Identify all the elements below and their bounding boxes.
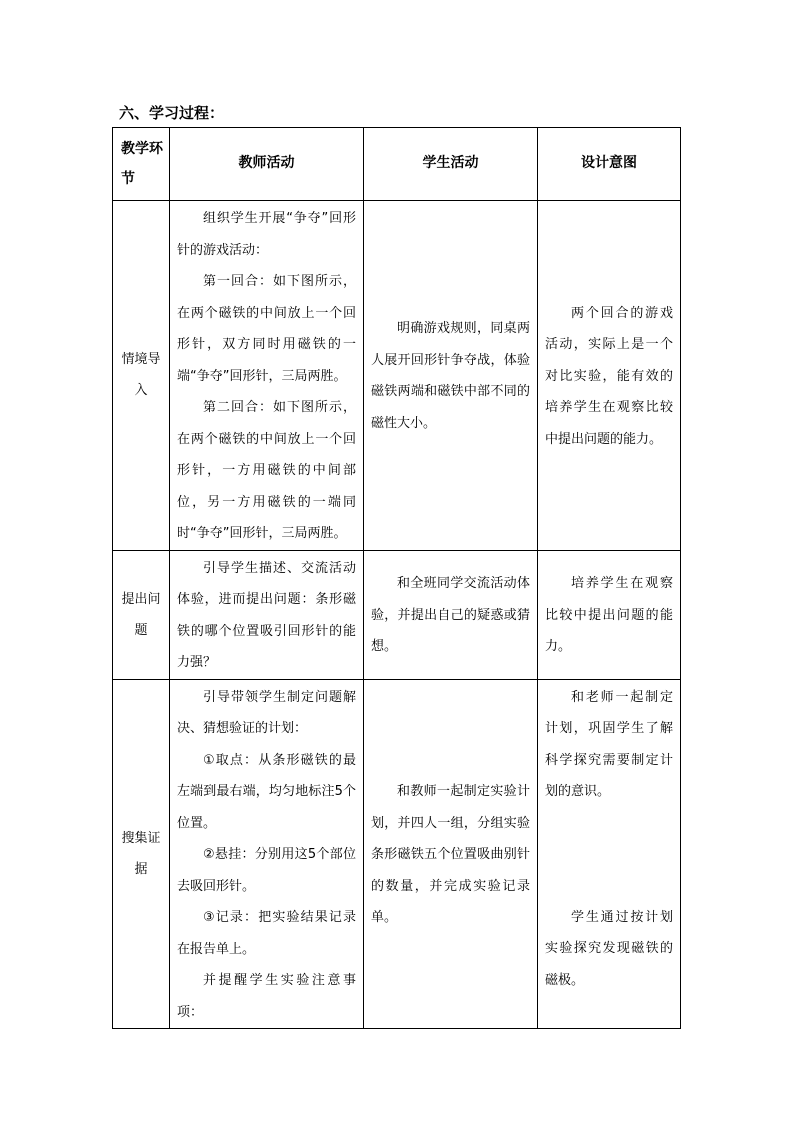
teacher-paragraph: 组织学生开展“争夺”回形针的游戏活动： bbox=[177, 211, 356, 258]
intent-paragraph: 学生通过按计划实验探究发现磁铁的磁极。 bbox=[545, 909, 673, 988]
header-design-intent: 设计意图 bbox=[538, 128, 681, 201]
intent-paragraph: 和老师一起制定计划，巩固学生了解科学探究需要制定计划的意识。 bbox=[545, 689, 673, 799]
teacher-paragraph: ②悬挂：分别用这5个部位去吸回形针。 bbox=[177, 847, 356, 894]
header-student-activity: 学生活动 bbox=[364, 128, 538, 201]
design-intent-cell bbox=[538, 550, 681, 679]
section-title: 六、学习过程： bbox=[119, 104, 225, 122]
table-row bbox=[113, 679, 681, 1029]
table-header-row bbox=[113, 128, 681, 201]
phase-cell: 情境导入 bbox=[113, 201, 170, 551]
phase-cell: 提出问题 bbox=[113, 550, 170, 679]
phase-cell: 搜集证据 bbox=[113, 679, 170, 1029]
teacher-paragraph: 引导带领学生制定问题解决、猜想验证的计划： bbox=[177, 689, 356, 736]
table-row bbox=[113, 550, 681, 679]
design-intent-cell bbox=[538, 201, 681, 551]
teacher-paragraph: ③记录：把实验结果记录在报告单上。 bbox=[177, 910, 356, 957]
intent-paragraph: 两个回合的游戏活动，实际上是一个对比实验，能有效的培养学生在观察比较中提出问题的能力。 bbox=[545, 305, 673, 447]
teacher-activity-cell bbox=[170, 201, 364, 551]
student-activity-cell bbox=[364, 201, 538, 551]
student-activity-cell bbox=[364, 550, 538, 679]
student-paragraph: 和全班同学交流活动体验，并提出自己的疑惑或猜想。 bbox=[371, 576, 530, 655]
teacher-activity-cell bbox=[170, 679, 364, 1029]
teacher-activity-cell bbox=[170, 550, 364, 679]
learning-process-table bbox=[112, 127, 681, 1029]
teacher-paragraph: 第二回合：如下图所示，在两个磁铁的中间放上一个回形针，一方用磁铁的中间部位，另一方用磁铁的一端同时“争夺”回形针，三局两胜。 bbox=[177, 400, 356, 541]
teacher-paragraph: ①取点：从条形磁铁的最左端到最右端，均匀地标注5个位置。 bbox=[177, 752, 356, 831]
header-teacher-activity: 教师活动 bbox=[170, 128, 364, 201]
intent-paragraph: 培养学生在观察比较中提出问题的能力。 bbox=[545, 576, 673, 655]
header-phase: 教学环节 bbox=[113, 128, 170, 201]
student-activity-cell bbox=[364, 679, 538, 1029]
teacher-paragraph: 引导学生描述、交流活动体验，进而提出问题：条形磁铁的哪个位置吸引回形针的能力强？ bbox=[177, 560, 356, 670]
teacher-paragraph: 第一回合：如下图所示，在两个磁铁的中间放上一个回形针，双方同时用磁铁的一端“争夺”回形针，三局两胜。 bbox=[177, 274, 356, 384]
teacher-paragraph: 并提醒学生实验注意事项： bbox=[177, 973, 356, 1020]
design-intent-cell bbox=[538, 679, 681, 1029]
student-paragraph: 和教师一起制定实验计划，并四人一组，分组实验条形磁铁五个位置吸曲别针的数量，并完成实验记录单。 bbox=[371, 784, 530, 925]
table-row bbox=[113, 201, 681, 551]
student-paragraph: 明确游戏规则，同桌两人展开回形针争夺战，体验磁铁两端和磁铁中部不同的磁性大小。 bbox=[371, 321, 530, 431]
spacer bbox=[545, 808, 673, 902]
